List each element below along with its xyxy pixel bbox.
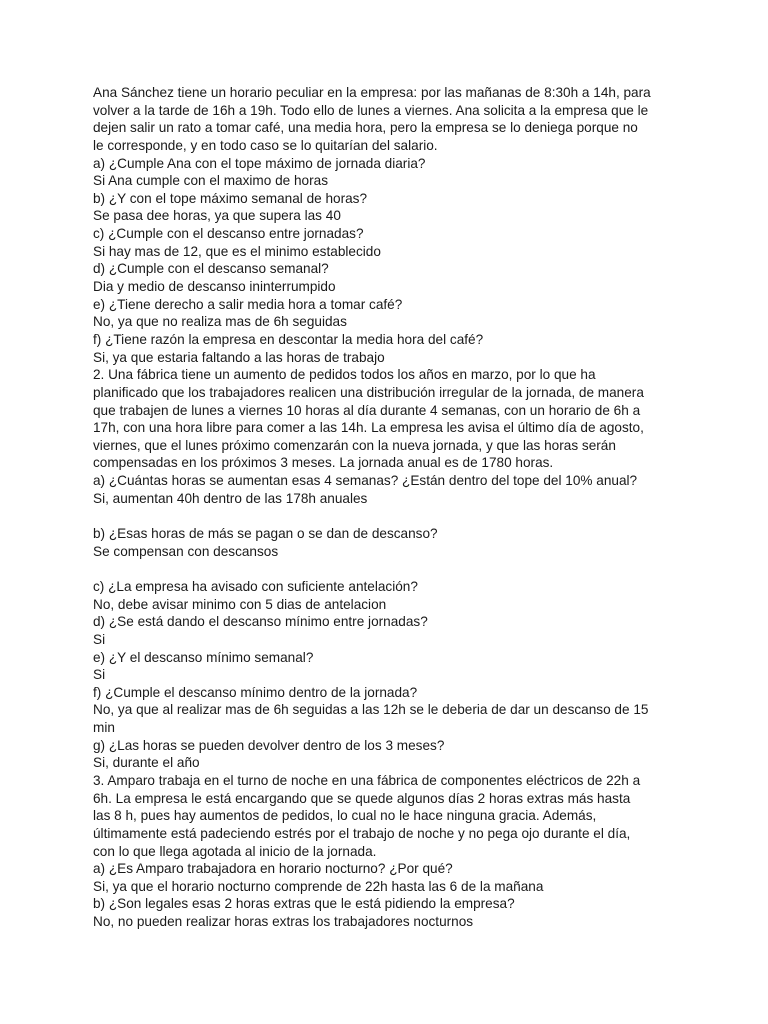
text-line: las 8 h, pues hay aumentos de pedidos, lo cual no le hace ninguna gracia. Además, bbox=[93, 808, 597, 824]
text-line: 3. Amparo trabaja en el turno de noche en una fábrica de componentes eléctricos de 22h a bbox=[93, 772, 641, 788]
question-line: c) ¿La empresa ha avisado con suficiente antelación? bbox=[93, 578, 418, 594]
text-line: dejen salir un rato a tomar café, una media hora, pero la empresa se lo deniega porque no bbox=[93, 120, 638, 136]
text-line: 17h, con una hora libre para comer a las 14h. La empresa les avisa el último día de agosto, bbox=[93, 420, 644, 436]
answer-line: No, debe avisar minimo con 5 dias de antelacion bbox=[93, 596, 387, 612]
text-line: que trabajen de lunes a viernes 10 horas al día durante 4 semanas, con un horario de 6h a bbox=[93, 402, 641, 418]
answer-line: Si, ya que el horario nocturno comprende de 22h hasta las 6 de la mañana bbox=[93, 878, 544, 894]
text-line: 6h. La empresa le está encargando que se quede algunos días 2 horas extras más hasta bbox=[93, 790, 631, 806]
question-line: g) ¿Las horas se pueden devolver dentro de los 3 meses? bbox=[93, 737, 445, 753]
question-line: a) ¿Cuántas horas se aumentan esas 4 semanas? ¿Están dentro del tope del 10% anual? bbox=[93, 473, 638, 489]
question-line: e) ¿Tiene derecho a salir media hora a tomar café? bbox=[93, 296, 403, 312]
text-line: le corresponde, y en todo caso se lo quitarían del salario. bbox=[93, 137, 438, 153]
answer-line: Si bbox=[93, 667, 106, 683]
text-line: con lo que llega agotada al inicio de la jornada. bbox=[93, 843, 377, 859]
question-line: b) ¿Y con el tope máximo semanal de horas? bbox=[93, 190, 368, 206]
blank-line bbox=[93, 507, 693, 525]
text-line: planificado que los trabajadores realicen una distribución irregular de la jornada, de manera bbox=[93, 384, 644, 400]
text-line: Ana Sánchez tiene un horario peculiar en la empresa: por las mañanas de 8:30h a 14h, para bbox=[93, 85, 651, 100]
text-line: viernes, que el lunes próximo comenzarán con la nueva jornada, y que las horas serán bbox=[93, 437, 616, 453]
answer-line: min bbox=[93, 720, 115, 736]
answer-line: No, ya que no realiza mas de 6h seguidas bbox=[93, 314, 347, 330]
question-line: b) ¿Son legales esas 2 horas extras que le está pidiendo la empresa? bbox=[93, 896, 515, 912]
question-line: d) ¿Se está dando el descanso mínimo entre jornadas? bbox=[93, 614, 428, 630]
question-line: d) ¿Cumple con el descanso semanal? bbox=[93, 261, 329, 277]
answer-line: Dia y medio de descanso ininterrumpido bbox=[93, 279, 336, 295]
question-line: f) ¿Cumple el descanso mínimo dentro de la jornada? bbox=[93, 684, 418, 700]
answer-line: Si Ana cumple con el maximo de horas bbox=[93, 173, 328, 189]
text-line: volver a la tarde de 16h a 19h. Todo ello de lunes a viernes. Ana solicita a la empresa que le bbox=[93, 102, 649, 118]
question-line: a) ¿Es Amparo trabajadora en horario nocturno? ¿Por qué? bbox=[93, 861, 453, 877]
text-line: compensadas en los próximos 3 meses. La jornada anual es de 1780 horas. bbox=[93, 455, 554, 471]
text-line: 2. Una fábrica tiene un aumento de pedidos todos los años en marzo, por lo que ha bbox=[93, 367, 596, 383]
answer-line: Si bbox=[93, 631, 106, 647]
answer-line: No, no pueden realizar horas extras los trabajadores nocturnos bbox=[93, 914, 474, 930]
question-line: a) ¿Cumple Ana con el tope máximo de jornada diaria? bbox=[93, 155, 426, 171]
document-body bbox=[93, 84, 693, 931]
blank-line bbox=[93, 560, 693, 578]
answer-line: Si, ya que estaria faltando a las horas de trabajo bbox=[93, 349, 385, 365]
question-line: f) ¿Tiene razón la empresa en descontar la media hora del café? bbox=[93, 331, 484, 347]
answer-line: Si, aumentan 40h dentro de las 178h anuales bbox=[93, 490, 368, 506]
question-line: b) ¿Esas horas de más se pagan o se dan de descanso? bbox=[93, 526, 438, 542]
question-line: c) ¿Cumple con el descanso entre jornadas? bbox=[93, 226, 364, 242]
answer-line: Se pasa dee horas, ya que supera las 40 bbox=[93, 208, 341, 224]
answer-line: Si, durante el año bbox=[93, 755, 200, 771]
answer-line: No, ya que al realizar mas de 6h seguidas a las 12h se le deberia de dar un descanso de 15 bbox=[93, 702, 649, 718]
text-line: últimamente está padeciendo estrés por el trabajo de noche y no pega ojo durante el día, bbox=[93, 825, 631, 841]
answer-line: Se compensan con descansos bbox=[93, 543, 279, 559]
question-line: e) ¿Y el descanso mínimo semanal? bbox=[93, 649, 314, 665]
answer-line: Si hay mas de 12, que es el minimo establecido bbox=[93, 243, 381, 259]
